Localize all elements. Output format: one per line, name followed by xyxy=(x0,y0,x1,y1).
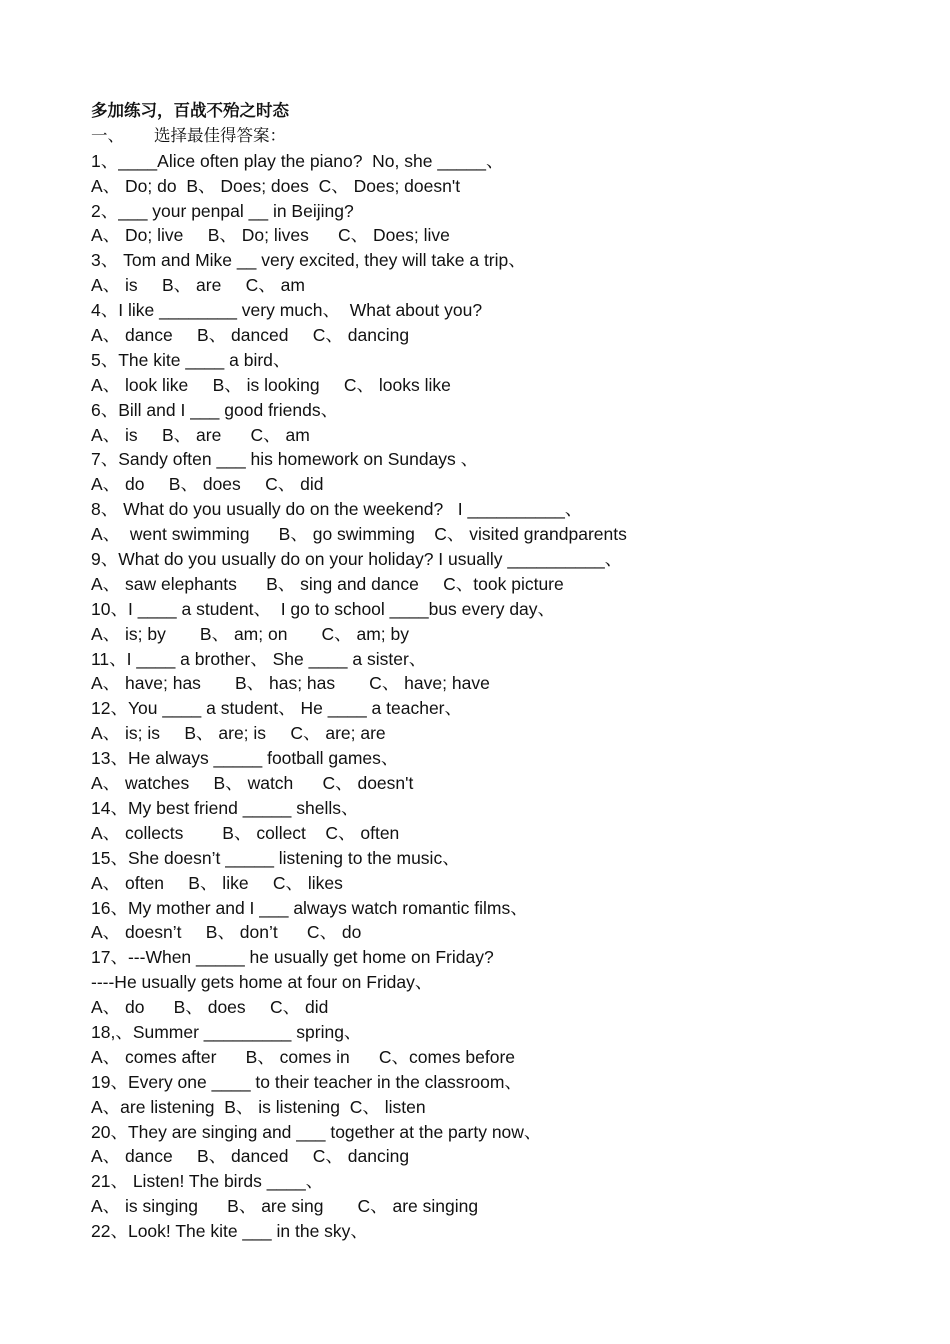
section-heading xyxy=(91,124,911,149)
answer-options: A、 do B、 does C、 did xyxy=(91,997,329,1018)
answer-options: A、 doesn’t B、 don’t C、 do xyxy=(91,922,362,943)
question-text: 21、 Listen! The birds ____、 xyxy=(91,1171,324,1192)
answer-options: A、are listening B、 is listening C、 listen xyxy=(91,1096,426,1117)
answer-options: A、 dance B、 danced C、 dancing xyxy=(91,325,410,346)
answer-options: A、 went swimming B、 go swimming C、 visited grandparents xyxy=(91,524,627,545)
section-label: 选择最佳得答案： xyxy=(154,125,286,145)
question-text: 16、My mother and I ___ always watch romantic films、 xyxy=(91,897,528,918)
question-text: 10、I ____ a student、 I go to school ____bus every day、 xyxy=(91,598,556,619)
question-text: 19、Every one ____ to their teacher in the classroom、 xyxy=(91,1071,522,1092)
answer-options: A、 is; by B、 am; on C、 am; by xyxy=(91,623,409,644)
question-text: 11、I ____ a brother、 She ____ a sister、 xyxy=(91,648,427,669)
question-text: 18,、Summer _________ spring、 xyxy=(91,1021,362,1042)
question-text: 9、What do you usually do on your holiday? I usually __________、 xyxy=(91,549,623,570)
question-text: 6、Bill and I ___ good friends、 xyxy=(91,399,339,420)
question-text: 15、She doesn’t _____ listening to the music、 xyxy=(91,847,460,868)
answer-options: A、 do B、 does C、 did xyxy=(91,474,324,495)
question-text: 2、___ your penpal __ in Beijing? xyxy=(91,200,354,221)
answer-options: A、 Do; do B、 Does; does C、 Does; doesn't xyxy=(91,175,461,196)
question-text: 17、---When _____ he usually get home on Friday? xyxy=(91,947,494,968)
question-text: 12、You ____ a student、 He ____ a teacher、 xyxy=(91,698,463,719)
answer-options: A、 watches B、 watch C、 doesn't xyxy=(91,773,414,794)
answer-options: A、 often B、 like C、 likes xyxy=(91,872,343,893)
question-text: 14、My best friend _____ shells、 xyxy=(91,797,359,818)
question-text: 1、____Alice often play the piano? No, she _____、 xyxy=(91,150,504,171)
answer-options: A、 is singing B、 are sing C、 are singing xyxy=(91,1196,479,1217)
question-text: 13、He always _____ football games、 xyxy=(91,748,399,769)
section-number: 一、 xyxy=(91,125,124,145)
question-text: 5、The kite ____ a bird、 xyxy=(91,349,291,370)
question-text: 20、They are singing and ___ together at the party now、 xyxy=(91,1121,542,1142)
answer-options: A、 saw elephants B、 sing and dance C、took picture xyxy=(91,573,564,594)
answer-options: A、 look like B、 is looking C、 looks like xyxy=(91,374,451,395)
question-text: 3、 Tom and Mike __ very excited, they will take a trip、 xyxy=(91,250,526,271)
answer-options: A、 collects B、 collect C、 often xyxy=(91,822,400,843)
question-text: 22、Look! The kite ___ in the sky、 xyxy=(91,1221,368,1242)
answer-options: A、 is B、 are C、 am xyxy=(91,275,305,296)
question-text: ----He usually gets home at four on Friday、 xyxy=(91,972,433,993)
worksheet-content xyxy=(91,99,911,1244)
answer-options: A、 is; is B、 are; is C、 are; are xyxy=(91,723,386,744)
worksheet-title: 多加练习，百战不殆之时态 xyxy=(91,101,289,120)
answer-options: A、 Do; live B、 Do; lives C、 Does; live xyxy=(91,225,450,246)
answer-options: A、 dance B、 danced C、 dancing xyxy=(91,1146,410,1167)
question-list xyxy=(91,149,911,1244)
answer-options: A、 comes after B、 comes in C、comes before xyxy=(91,1046,516,1067)
question-text: 4、I like ________ very much、 What about you? xyxy=(91,300,483,321)
answer-options: A、 have; has B、 has; has C、 have; have xyxy=(91,673,490,694)
question-text: 7、Sandy often ___ his homework on Sundays 、 xyxy=(91,449,479,470)
question-text: 8、 What do you usually do on the weekend? I __________、 xyxy=(91,499,583,520)
answer-options: A、 is B、 are C、 am xyxy=(91,424,310,445)
